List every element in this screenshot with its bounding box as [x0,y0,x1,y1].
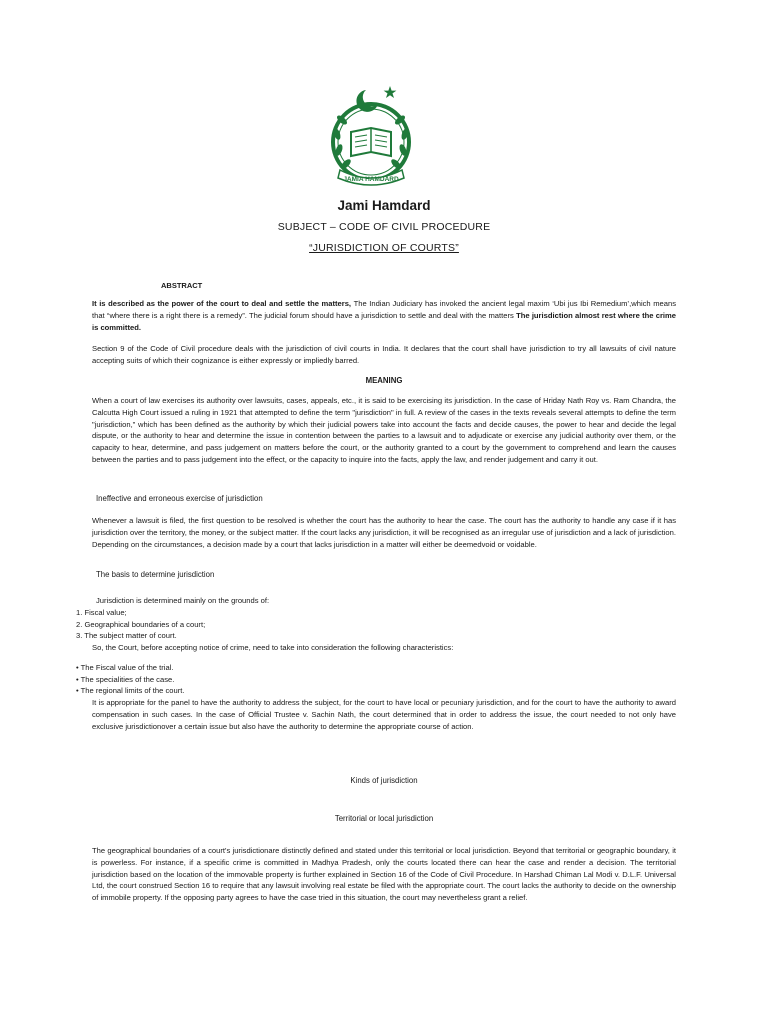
jamia-hamdard-logo [328,84,414,186]
territorial-paragraph: The geographical boundaries of a court's jurisdictionare distinctly defined and stated under this territorial or local jurisdiction. Beyond that territorial or geographic boundary, it is powerless. For instance, if a specific crime is committed in Madhya Pradesh, only the courts located there can hear the case and render a decision. The territorial jurisdiction based on the location of the immovable property is further explained in Section 16 of the Code of Civil Procedure. In Harshad Chiman Lal Modi v. D.L.F. Universal Ltd, the court construed Section 16 to require that any lawsuit involving real estate be filed with the appropriate court. The court lacks the authority to decide on the ownership of immobile property. If the opposing party agrees to have the case tried in this situation, the court may nevertheless grant a relief. [92,846,676,903]
ineffective-heading: Ineffective and erroneous exercise of jurisdiction [96,494,263,503]
abstract-close: The jurisdiction almost rest where the crime is committed. [92,310,676,332]
abstract-lead: It is described as the power of the court to deal and settle the matters, [92,299,354,308]
list-item: 3. The subject matter of court. [76,631,177,640]
list-item: • The specialities of the case. [76,674,175,684]
logo-text: JAMIA HAMDARD [343,176,399,183]
grounds-list [76,607,205,642]
list-item: • The Fiscal value of the trial. [76,663,174,672]
territorial-heading: Territorial or local jurisdiction [334,814,434,823]
subject-title: SUBJECT – CODE OF CIVIL PROCEDURE [277,221,491,233]
list-item: 2. Geographical boundaries of a court; [76,619,206,629]
basis-heading: The basis to determine jurisdiction [96,570,215,579]
characteristics-list [76,662,184,697]
list-item: • The regional limits of the court. [76,686,185,695]
kinds-heading: Kinds of jurisdiction [350,776,418,785]
abstract-heading: ABSTRACT [161,281,203,290]
college-name: Jami Hamdard [337,198,431,213]
basis-intro: Jurisdiction is determined mainly on the grounds of: [96,596,270,605]
characteristics-intro: So, the Court, before accepting notice of crime, need to take into consideration the following characteristics: [92,643,454,652]
ineffective-paragraph: Whenever a lawsuit is filed, the first question to be resolved is whether the court has the authority to hear the case. The court has the authority to handle any case if it has jurisdiction over the territory, the money, or the subject matter. If the court lacks any jurisdiction, it will be recognised as an irregular use of jurisdiction and a lack of jurisdiction. Depending on the circumstances, a decision made by a court that lacks jurisdiction in a matter will either be deemedvoid or voidable. [92,516,676,549]
meaning-paragraph: When a court of law exercises its authority over lawsuits, cases, appeals, etc., it is said to be exercising its jurisdiction. In the case of Hriday Nath Roy vs. Ram Chandra, the Calcutta High Court issued a ruling in 1921 that attempted to define the term "jurisdiction" in full. A review of the cases in the texts reveals several attempts to define the term "jurisdiction," which has been defined as the authority by which their judicial powers take into account the facts and decide causes, the power to hear and decide the legal dispute, or the authority to hear and determine the issue in contention between the parties to a lawsuit and to adjudicate or exercise any judicial authority over them, or the capacity to hear, determine, and pass judgement on matters before the court, or the authority granted to a court by the government to comprehend and learn the causes between the parties and to pass judgement into the effect, or the capacity to inquire into the facts, apply the law, and render judgement and carry it out. [92,396,676,464]
basis-paragraph: It is appropriate for the panel to have the authority to address the subject, for the court to have local or pecuniary jurisdiction, and for the court to have the authority to award compensation in such cases. In the case of Official Trustee v. Sachin Nath, the court determined that in order to address the issue, the court needed to not only have exclusive jurisdictionover a certain issue but also have the authority to determine the appropriate course of action. [92,698,676,731]
abstract-paragraph-2: Section 9 of the Code of Civil procedure deals with the jurisdiction of civil courts in India. It declares that the court shall have jurisdiction to try all lawsuits of civil nature accepting suits of which their cognizance is either expressly or impliedly barred. [92,344,676,365]
abstract-body: The Indian Judiciary has invoked the ancient legal maxim ‘Ubi jus Ibi Remedium’,which means that “where there is a right there is a remedy”. The judicial forum should have a jurisdiction to settle and deal with the matters [92,299,676,320]
topic-title: “JURISDICTION OF COURTS” [309,242,459,254]
list-item: 1. Fiscal value; [76,608,127,617]
meaning-heading: MEANING [365,376,403,385]
abstract-paragraph-1 [92,298,676,333]
